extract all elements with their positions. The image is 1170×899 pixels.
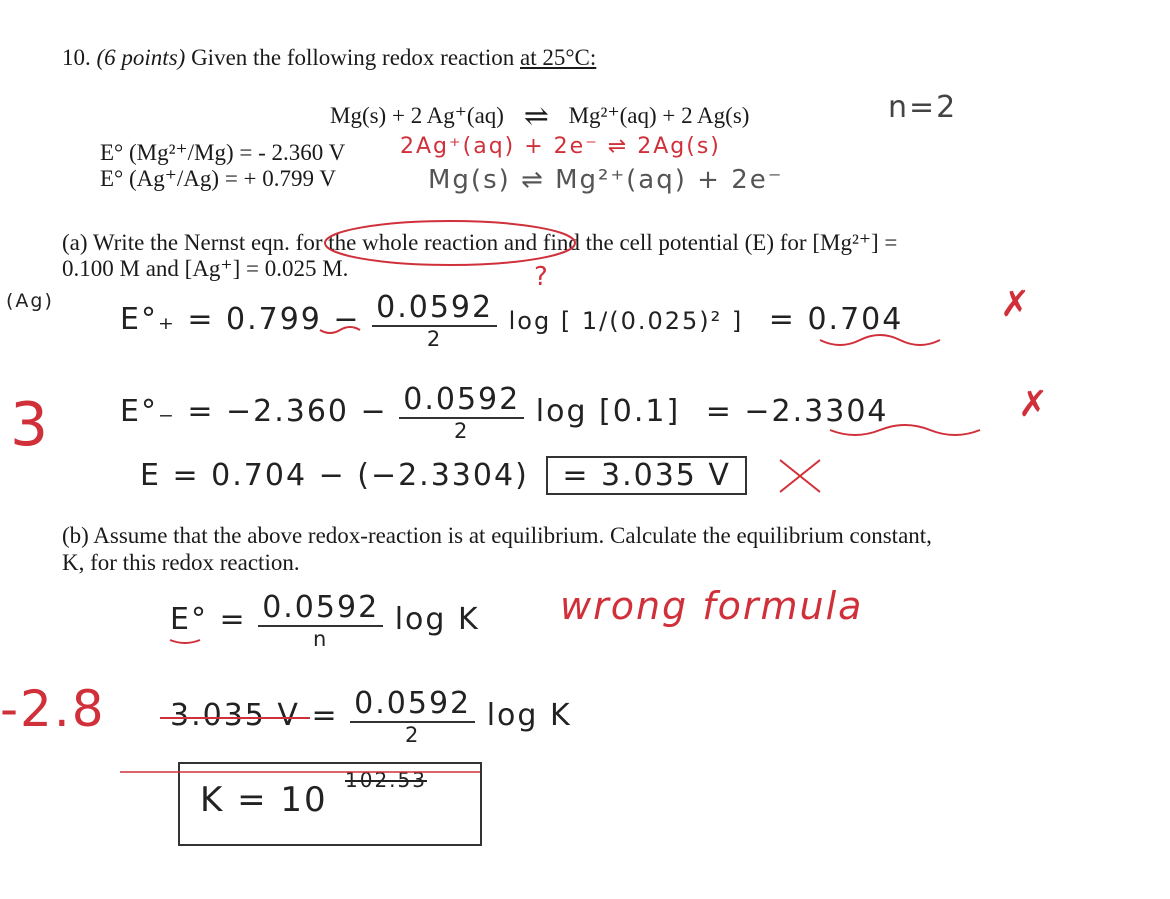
b2-fraction bbox=[350, 686, 475, 747]
b-numerator: 0.0592 bbox=[258, 590, 383, 627]
mark-x-2: ✗ bbox=[1018, 384, 1051, 425]
eq2-denominator: 2 bbox=[454, 419, 470, 443]
k-answer: K = 10 bbox=[200, 780, 328, 820]
eq1-result: = 0.704 bbox=[768, 302, 904, 337]
b2-log: log K bbox=[486, 698, 572, 733]
score-part-a: 3 bbox=[10, 390, 51, 460]
score-part-b: -2.8 bbox=[0, 680, 106, 738]
label-ag: (Ag) bbox=[6, 290, 54, 312]
strike-answer-digit bbox=[780, 460, 820, 492]
eq1-fraction bbox=[372, 290, 497, 351]
question-header bbox=[62, 45, 596, 71]
part-a-line2: 0.100 M and [Ag⁺] = 0.025 M. bbox=[62, 256, 349, 281]
b2-denominator: 2 bbox=[404, 723, 421, 747]
reaction-left: Mg(s) + 2 Ag⁺(aq) bbox=[330, 103, 504, 128]
potential-mg: E° (Mg²⁺/Mg) = - 2.360 V bbox=[100, 140, 346, 165]
b-denominator: n bbox=[313, 627, 329, 651]
k-exponent: 102.53 bbox=[345, 768, 427, 792]
b-fraction bbox=[258, 590, 383, 651]
b-lhs: E° = bbox=[170, 602, 247, 637]
equation-1 bbox=[120, 290, 903, 351]
b2-numerator: 0.0592 bbox=[350, 686, 475, 723]
reaction-equation bbox=[330, 96, 749, 131]
part-b-formula bbox=[170, 590, 480, 651]
b2-lhs: 3.035 V = bbox=[170, 698, 339, 733]
question-mark: ? bbox=[534, 262, 550, 292]
potential-ag: E° (Ag⁺/Ag) = + 0.799 V bbox=[100, 166, 336, 191]
question-number: 10. bbox=[62, 45, 91, 70]
strike-answer-digit-2 bbox=[780, 460, 820, 492]
half-reaction-mg: Mg(s) ⇌ Mg²⁺(aq) + 2e⁻ bbox=[428, 165, 784, 195]
eq2-result: = −2.3304 bbox=[705, 394, 889, 429]
eq3-answer: = 3.035 V bbox=[546, 456, 747, 495]
question-intro: Given the following redox reaction bbox=[191, 45, 515, 70]
eq2-lhs: E°₋ = −2.360 − bbox=[120, 394, 388, 429]
k-answer-box bbox=[178, 762, 482, 846]
eq1-numerator: 0.0592 bbox=[372, 290, 497, 327]
comment-part-b: wrong formula bbox=[560, 584, 864, 628]
eq2-fraction bbox=[399, 382, 524, 443]
reaction-right: Mg²⁺(aq) + 2 Ag(s) bbox=[568, 103, 750, 128]
eq1-lhs: E°₊ = 0.799 − bbox=[120, 302, 361, 337]
eq1-denominator: 2 bbox=[426, 327, 443, 351]
half-reaction-ag: 2Ag⁺(aq) + 2e⁻ ⇌ 2Ag(s) bbox=[400, 134, 721, 159]
part-b-substitution bbox=[170, 686, 572, 747]
n-value: n=2 bbox=[888, 90, 958, 125]
reaction-arrow: ⇌ bbox=[523, 100, 549, 133]
b-log: log K bbox=[394, 602, 480, 637]
part-a-line1: (a) Write the Nernst eqn. for the whole reaction and find the cell potential (E) for [Mg²⁺] = bbox=[62, 230, 898, 255]
equation-2 bbox=[120, 382, 889, 443]
eq2-numerator: 0.0592 bbox=[399, 382, 524, 419]
part-b-line1: (b) Assume that the above redox-reaction is at equilibrium. Calculate the equilibrium constant, bbox=[62, 523, 932, 548]
equation-3 bbox=[140, 458, 747, 493]
eq3-expression: E = 0.704 − (−2.3304) bbox=[140, 458, 529, 493]
question-condition: at 25°C: bbox=[520, 45, 597, 70]
eq1-log: log [ 1/(0.025)² ] bbox=[508, 307, 744, 335]
part-b-line2: K, for this redox reaction. bbox=[62, 550, 300, 575]
question-points: (6 points) bbox=[96, 45, 186, 70]
eq2-log: log [0.1] bbox=[535, 394, 681, 429]
mark-x-1: ✗ bbox=[1000, 284, 1033, 325]
